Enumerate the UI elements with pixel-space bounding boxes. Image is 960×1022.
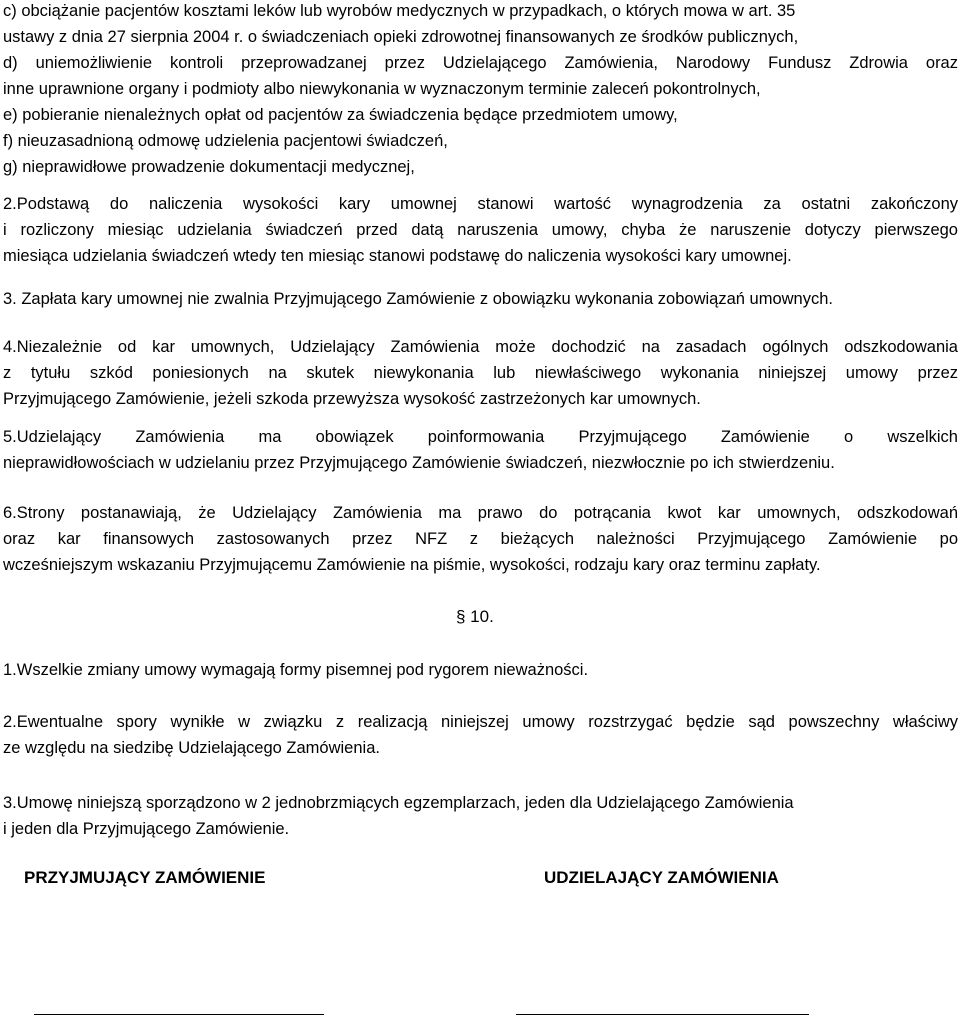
text-line: 3.Umowę niniejszą sporządzono w 2 jednobrzmiących egzemplarzach, jeden dla Udzielającego Zamówienia: [3, 794, 794, 812]
text-line: 4.Niezależnie od kar umownych, Udzielający Zamówienia może dochodzić na zasadach ogólnych odszkodowania: [3, 338, 958, 356]
text-line: i jeden dla Przyjmującego Zamówienie.: [3, 820, 290, 838]
text-line: oraz kar finansowych zastosowanych przez NFZ z bieżących należności Przyjmującego Zamówienie po: [3, 530, 958, 548]
text-line: z tytułu szkód poniesionych na skutek niewykonania lub niewłaściwego wykonania niniejszej umowy przez: [3, 364, 958, 382]
section-heading: § 10.: [456, 607, 494, 626]
signature-line-right: [516, 1014, 809, 1015]
text-line: 1.Wszelkie zmiany umowy wymagają formy pisemnej pod rygorem nieważności.: [3, 661, 589, 679]
text-line: f) nieuzasadnioną odmowę udzielenia pacjentowi świadczeń,: [3, 132, 448, 150]
text-line: ze względu na siedzibę Udzielającego Zamówienia.: [3, 739, 380, 757]
text-line: inne uprawnione organy i podmioty albo niewykonania w wyznaczonym terminie zaleceń pokontrolnych,: [3, 80, 761, 98]
text-line: i rozliczony miesiąc udzielania świadczeń przed datą naruszenia umowy, chyba że naruszenie dotyczy pierwszego: [3, 221, 958, 239]
text-line: g) nieprawidłowe prowadzenie dokumentacji medycznej,: [3, 158, 415, 176]
text-line: 6.Strony postanawiają, że Udzielający Zamówienia ma prawo do potrącania kwot kar umownych, odszkodowań: [3, 504, 958, 522]
text-line: miesiąca udzielania świadczeń wtedy ten miesiąc stanowi podstawę do naliczenia wysokości kary umownej.: [3, 247, 792, 265]
text-line: nieprawidłowościach w udzielaniu przez Przyjmującego Zamówienie świadczeń, niezwłocznie po ich stwierdzeniu.: [3, 454, 835, 472]
text-line: ustawy z dnia 27 sierpnia 2004 r. o świadczeniach opieki zdrowotnej finansowanych ze środków publicznych,: [3, 28, 799, 46]
text-line: c) obciążanie pacjentów kosztami leków lub wyrobów medycznych w przypadkach, o których mowa w art. 35: [3, 2, 796, 20]
text-line: e) pobieranie nienależnych opłat od pacjentów za świadczenia będące przedmiotem umowy,: [3, 106, 678, 124]
signature-label-left: PRZYJMUJĄCY ZAMÓWIENIE: [24, 868, 266, 887]
signature-line-left: [34, 1014, 324, 1015]
text-line: wcześniejszym wskazaniu Przyjmującemu Zamówienie na piśmie, wysokości, rodzaju kary oraz terminu zapłaty.: [3, 556, 821, 574]
signature-label-right: UDZIELAJĄCY ZAMÓWIENIA: [544, 868, 779, 887]
text-line: 2.Ewentualne spory wynikłe w związku z realizacją niniejszej umowy rozstrzygać będzie sąd powszechny właściwy: [3, 713, 958, 731]
text-line: 3. Zapłata kary umownej nie zwalnia Przyjmującego Zamówienie z obowiązku wykonania zobowiązań umownych.: [3, 290, 833, 308]
text-line: Przyjmującego Zamówienie, jeżeli szkoda przewyższa wysokość zastrzeżonych kar umownych.: [3, 390, 701, 408]
text-line: d) uniemożliwienie kontroli przeprowadzanej przez Udzielającego Zamówienia, Narodowy Fundusz Zdrowia oraz: [3, 54, 958, 72]
text-line: 5.Udzielający Zamówienia ma obowiązek poinformowania Przyjmującego Zamówienie o wszelkich: [3, 428, 958, 446]
text-line: 2.Podstawą do naliczenia wysokości kary umownej stanowi wartość wynagrodzenia za ostatni zakończony: [3, 195, 958, 213]
